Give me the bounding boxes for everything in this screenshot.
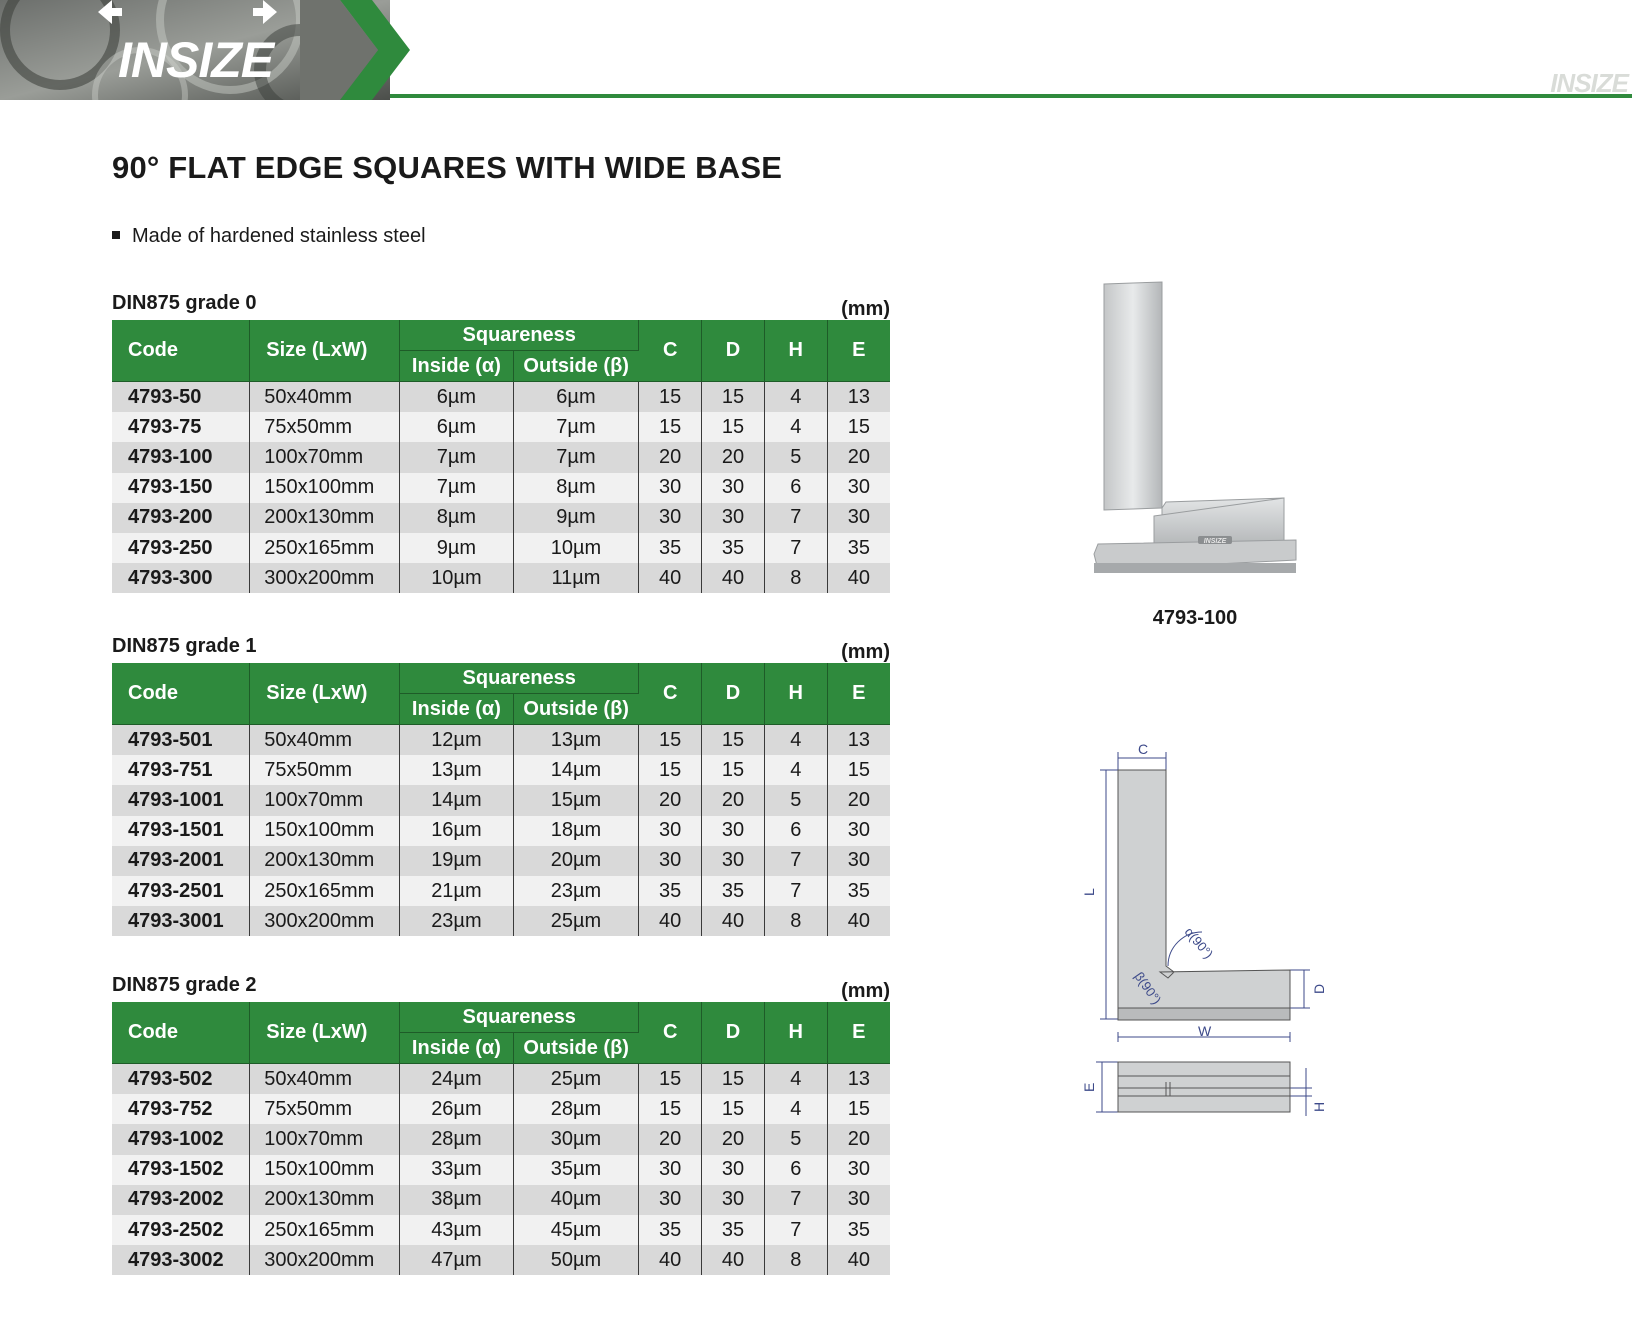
cell-h: 4 bbox=[764, 412, 827, 442]
cell-d: 30 bbox=[702, 846, 765, 876]
cell-size: 150x100mm bbox=[250, 473, 400, 503]
cell-outside: 11µm bbox=[513, 563, 639, 593]
header-squareness: Squareness bbox=[400, 320, 639, 351]
cell-outside: 18µm bbox=[513, 816, 639, 846]
cell-d: 15 bbox=[702, 1064, 765, 1095]
spec-table bbox=[112, 320, 890, 593]
cell-size: 150x100mm bbox=[250, 816, 400, 846]
cell-c: 30 bbox=[639, 1185, 702, 1215]
table-row bbox=[112, 876, 890, 906]
cell-c: 20 bbox=[639, 1124, 702, 1154]
cell-size: 200x130mm bbox=[250, 1185, 400, 1215]
dim-label-l: L bbox=[1081, 888, 1097, 896]
cell-c: 40 bbox=[639, 563, 702, 593]
cell-d: 30 bbox=[702, 1155, 765, 1185]
feature-text: Made of hardened stainless steel bbox=[132, 225, 426, 247]
feature-item bbox=[112, 225, 426, 248]
cell-h: 6 bbox=[764, 1155, 827, 1185]
spec-table bbox=[112, 1002, 890, 1275]
header-c: C bbox=[639, 320, 702, 382]
table-row bbox=[112, 725, 890, 756]
cell-h: 4 bbox=[764, 725, 827, 756]
cell-outside: 7µm bbox=[513, 412, 639, 442]
header-size: Size (LxW) bbox=[250, 663, 400, 725]
table-row bbox=[112, 382, 890, 413]
cell-c: 35 bbox=[639, 533, 702, 563]
cell-inside: 14µm bbox=[400, 785, 513, 815]
header-d: D bbox=[702, 320, 765, 382]
header-size: Size (LxW) bbox=[250, 1002, 400, 1064]
cell-e: 20 bbox=[827, 1124, 890, 1154]
cell-c: 30 bbox=[639, 816, 702, 846]
cell-h: 8 bbox=[764, 1245, 827, 1275]
table-row bbox=[112, 816, 890, 846]
table-row bbox=[112, 1155, 890, 1185]
cell-e: 13 bbox=[827, 382, 890, 413]
table-row bbox=[112, 1064, 890, 1095]
cell-inside: 43µm bbox=[400, 1215, 513, 1245]
cell-e: 20 bbox=[827, 442, 890, 472]
cell-d: 35 bbox=[702, 533, 765, 563]
grade-heading bbox=[112, 972, 890, 1002]
cell-code: 4793-1001 bbox=[112, 785, 250, 815]
cell-outside: 20µm bbox=[513, 846, 639, 876]
cell-code: 4793-300 bbox=[112, 563, 250, 593]
cell-c: 40 bbox=[639, 1245, 702, 1275]
cell-code: 4793-200 bbox=[112, 503, 250, 533]
cell-inside: 6µm bbox=[400, 382, 513, 413]
cell-h: 7 bbox=[764, 1215, 827, 1245]
header-inside: Inside (α) bbox=[400, 351, 513, 382]
cell-code: 4793-150 bbox=[112, 473, 250, 503]
cell-e: 40 bbox=[827, 1245, 890, 1275]
page-title: 90° FLAT EDGE SQUARES WITH WIDE BASE bbox=[112, 150, 783, 185]
cell-h: 4 bbox=[764, 755, 827, 785]
cell-d: 15 bbox=[702, 412, 765, 442]
cell-size: 50x40mm bbox=[250, 382, 400, 413]
cell-outside: 7µm bbox=[513, 442, 639, 472]
cell-e: 40 bbox=[827, 906, 890, 936]
cell-c: 35 bbox=[639, 876, 702, 906]
table-row bbox=[112, 785, 890, 815]
cell-h: 4 bbox=[764, 1094, 827, 1124]
cell-inside: 24µm bbox=[400, 1064, 513, 1095]
cell-size: 100x70mm bbox=[250, 1124, 400, 1154]
cell-h: 7 bbox=[764, 503, 827, 533]
cell-code: 4793-250 bbox=[112, 533, 250, 563]
cell-h: 6 bbox=[764, 473, 827, 503]
grade-unit: (mm) bbox=[841, 641, 890, 663]
cell-size: 200x130mm bbox=[250, 503, 400, 533]
header-banner bbox=[0, 0, 1632, 100]
cell-inside: 21µm bbox=[400, 876, 513, 906]
grade-table-block bbox=[112, 290, 890, 593]
cell-size: 250x165mm bbox=[250, 876, 400, 906]
cell-d: 15 bbox=[702, 755, 765, 785]
cell-size: 300x200mm bbox=[250, 563, 400, 593]
cell-inside: 33µm bbox=[400, 1155, 513, 1185]
cell-h: 6 bbox=[764, 816, 827, 846]
cell-d: 20 bbox=[702, 442, 765, 472]
logo-left-arrow-icon bbox=[98, 0, 122, 24]
photo-caption: 4793-100 bbox=[1152, 607, 1238, 629]
cell-inside: 7µm bbox=[400, 473, 513, 503]
cell-size: 75x50mm bbox=[250, 1094, 400, 1124]
header-inside: Inside (α) bbox=[400, 694, 513, 725]
cell-outside: 25µm bbox=[513, 1064, 639, 1095]
cell-c: 20 bbox=[639, 442, 702, 472]
cell-h: 8 bbox=[764, 563, 827, 593]
cell-inside: 28µm bbox=[400, 1124, 513, 1154]
cell-d: 30 bbox=[702, 1185, 765, 1215]
table-row bbox=[112, 473, 890, 503]
cell-code: 4793-2501 bbox=[112, 876, 250, 906]
cell-code: 4793-501 bbox=[112, 725, 250, 756]
table-row bbox=[112, 1245, 890, 1275]
cell-inside: 26µm bbox=[400, 1094, 513, 1124]
cell-c: 15 bbox=[639, 412, 702, 442]
cell-size: 100x70mm bbox=[250, 785, 400, 815]
header-code: Code bbox=[112, 1002, 250, 1064]
cell-code: 4793-3002 bbox=[112, 1245, 250, 1275]
cell-d: 40 bbox=[702, 906, 765, 936]
grade-name: DIN875 grade 2 bbox=[112, 974, 257, 996]
cell-h: 8 bbox=[764, 906, 827, 936]
cell-e: 15 bbox=[827, 412, 890, 442]
cell-inside: 38µm bbox=[400, 1185, 513, 1215]
cell-outside: 15µm bbox=[513, 785, 639, 815]
cell-c: 15 bbox=[639, 755, 702, 785]
cell-inside: 6µm bbox=[400, 412, 513, 442]
grade-name: DIN875 grade 1 bbox=[112, 635, 257, 657]
cell-size: 100x70mm bbox=[250, 442, 400, 472]
cell-h: 7 bbox=[764, 876, 827, 906]
brand-logo-small: INSIZE bbox=[1550, 68, 1628, 98]
header-outside: Outside (β) bbox=[513, 351, 639, 382]
cell-e: 13 bbox=[827, 725, 890, 756]
cell-inside: 16µm bbox=[400, 816, 513, 846]
cell-c: 30 bbox=[639, 846, 702, 876]
cell-code: 4793-2001 bbox=[112, 846, 250, 876]
table-row bbox=[112, 846, 890, 876]
cell-e: 15 bbox=[827, 1094, 890, 1124]
header-h: H bbox=[764, 320, 827, 382]
cell-d: 20 bbox=[702, 1124, 765, 1154]
cell-code: 4793-752 bbox=[112, 1094, 250, 1124]
cell-outside: 50µm bbox=[513, 1245, 639, 1275]
grade-unit: (mm) bbox=[841, 298, 890, 320]
grade-name: DIN875 grade 0 bbox=[112, 292, 257, 314]
cell-d: 15 bbox=[702, 382, 765, 413]
cell-e: 30 bbox=[827, 816, 890, 846]
cell-outside: 30µm bbox=[513, 1124, 639, 1154]
dim-label-d: D bbox=[1311, 983, 1327, 994]
table-row bbox=[112, 1215, 890, 1245]
header-inside: Inside (α) bbox=[400, 1033, 513, 1064]
cell-e: 35 bbox=[827, 876, 890, 906]
table-row bbox=[112, 1124, 890, 1154]
table-row bbox=[112, 503, 890, 533]
cell-e: 30 bbox=[827, 503, 890, 533]
cell-size: 200x130mm bbox=[250, 846, 400, 876]
cell-outside: 40µm bbox=[513, 1185, 639, 1215]
cell-c: 15 bbox=[639, 725, 702, 756]
cell-e: 13 bbox=[827, 1064, 890, 1095]
logo-right-arrow-icon bbox=[253, 0, 277, 24]
table-row bbox=[112, 755, 890, 785]
grade-table-block bbox=[112, 972, 890, 1275]
cell-code: 4793-1501 bbox=[112, 816, 250, 846]
cell-size: 50x40mm bbox=[250, 725, 400, 756]
header-h: H bbox=[764, 1002, 827, 1064]
dim-label-c: C bbox=[1138, 741, 1149, 757]
header-d: D bbox=[702, 663, 765, 725]
cell-d: 40 bbox=[702, 1245, 765, 1275]
cell-h: 5 bbox=[764, 785, 827, 815]
cell-inside: 47µm bbox=[400, 1245, 513, 1275]
cell-outside: 23µm bbox=[513, 876, 639, 906]
header-d: D bbox=[702, 1002, 765, 1064]
cell-inside: 13µm bbox=[400, 755, 513, 785]
grade-heading bbox=[112, 290, 890, 320]
cell-size: 250x165mm bbox=[250, 533, 400, 563]
table-row bbox=[112, 1094, 890, 1124]
table-row bbox=[112, 906, 890, 936]
header-code: Code bbox=[112, 320, 250, 382]
cell-d: 40 bbox=[702, 563, 765, 593]
dim-label-e: E bbox=[1081, 1082, 1097, 1092]
cell-outside: 25µm bbox=[513, 906, 639, 936]
cell-outside: 45µm bbox=[513, 1215, 639, 1245]
cell-c: 20 bbox=[639, 785, 702, 815]
cell-code: 4793-75 bbox=[112, 412, 250, 442]
cell-inside: 23µm bbox=[400, 906, 513, 936]
cell-h: 7 bbox=[764, 846, 827, 876]
cell-inside: 10µm bbox=[400, 563, 513, 593]
cell-d: 15 bbox=[702, 1094, 765, 1124]
technical-drawing bbox=[1080, 740, 1340, 1120]
dim-label-h: H bbox=[1311, 1101, 1327, 1112]
cell-inside: 9µm bbox=[400, 533, 513, 563]
cell-code: 4793-3001 bbox=[112, 906, 250, 936]
cell-h: 7 bbox=[764, 1185, 827, 1215]
cell-outside: 14µm bbox=[513, 755, 639, 785]
bullet-icon bbox=[112, 231, 120, 239]
cell-outside: 28µm bbox=[513, 1094, 639, 1124]
header-outside: Outside (β) bbox=[513, 694, 639, 725]
angle-label-alpha: α(90°) bbox=[1181, 924, 1217, 962]
cell-c: 30 bbox=[639, 473, 702, 503]
cell-outside: 9µm bbox=[513, 503, 639, 533]
table-row bbox=[112, 533, 890, 563]
cell-e: 35 bbox=[827, 533, 890, 563]
header-squareness: Squareness bbox=[400, 663, 639, 694]
header-e: E bbox=[827, 663, 890, 725]
header-c: C bbox=[639, 1002, 702, 1064]
header-e: E bbox=[827, 1002, 890, 1064]
cell-code: 4793-100 bbox=[112, 442, 250, 472]
header-outside: Outside (β) bbox=[513, 1033, 639, 1064]
cell-c: 30 bbox=[639, 1155, 702, 1185]
cell-code: 4793-1502 bbox=[112, 1155, 250, 1185]
cell-h: 4 bbox=[764, 382, 827, 413]
grade-heading bbox=[112, 633, 890, 663]
cell-e: 15 bbox=[827, 755, 890, 785]
cell-h: 5 bbox=[764, 1124, 827, 1154]
header-c: C bbox=[639, 663, 702, 725]
cell-d: 30 bbox=[702, 816, 765, 846]
cell-code: 4793-2002 bbox=[112, 1185, 250, 1215]
cell-size: 150x100mm bbox=[250, 1155, 400, 1185]
cell-code: 4793-1002 bbox=[112, 1124, 250, 1154]
header-e: E bbox=[827, 320, 890, 382]
cell-code: 4793-50 bbox=[112, 382, 250, 413]
cell-outside: 35µm bbox=[513, 1155, 639, 1185]
cell-inside: 8µm bbox=[400, 503, 513, 533]
cell-e: 35 bbox=[827, 1215, 890, 1245]
header-h: H bbox=[764, 663, 827, 725]
cell-outside: 10µm bbox=[513, 533, 639, 563]
product-photo bbox=[1088, 280, 1308, 600]
cell-outside: 13µm bbox=[513, 725, 639, 756]
cell-d: 30 bbox=[702, 473, 765, 503]
dim-label-w: W bbox=[1198, 1023, 1212, 1039]
table-row bbox=[112, 563, 890, 593]
cell-c: 30 bbox=[639, 503, 702, 533]
cell-e: 30 bbox=[827, 846, 890, 876]
cell-size: 300x200mm bbox=[250, 1245, 400, 1275]
cell-h: 7 bbox=[764, 533, 827, 563]
cell-size: 75x50mm bbox=[250, 412, 400, 442]
header-code: Code bbox=[112, 663, 250, 725]
cell-d: 15 bbox=[702, 725, 765, 756]
cell-inside: 19µm bbox=[400, 846, 513, 876]
cell-c: 15 bbox=[639, 1064, 702, 1095]
cell-e: 30 bbox=[827, 1185, 890, 1215]
table-row bbox=[112, 1185, 890, 1215]
cell-e: 40 bbox=[827, 563, 890, 593]
cell-d: 30 bbox=[702, 503, 765, 533]
cell-c: 35 bbox=[639, 1215, 702, 1245]
cell-d: 20 bbox=[702, 785, 765, 815]
cell-h: 4 bbox=[764, 1064, 827, 1095]
cell-c: 15 bbox=[639, 1094, 702, 1124]
grade-unit: (mm) bbox=[841, 980, 890, 1002]
cell-size: 75x50mm bbox=[250, 755, 400, 785]
cell-e: 30 bbox=[827, 1155, 890, 1185]
cell-size: 300x200mm bbox=[250, 906, 400, 936]
cell-size: 250x165mm bbox=[250, 1215, 400, 1245]
photo-logo-text: INSIZE bbox=[1203, 538, 1227, 545]
cell-outside: 8µm bbox=[513, 473, 639, 503]
cell-c: 15 bbox=[639, 382, 702, 413]
cell-size: 50x40mm bbox=[250, 1064, 400, 1095]
header-squareness: Squareness bbox=[400, 1002, 639, 1033]
spec-table bbox=[112, 663, 890, 936]
cell-code: 4793-751 bbox=[112, 755, 250, 785]
cell-inside: 12µm bbox=[400, 725, 513, 756]
cell-e: 30 bbox=[827, 473, 890, 503]
table-row bbox=[112, 412, 890, 442]
cell-code: 4793-2502 bbox=[112, 1215, 250, 1245]
header-size: Size (LxW) bbox=[250, 320, 400, 382]
table-row bbox=[112, 442, 890, 472]
brand-logo: INSIZE bbox=[118, 32, 274, 88]
cell-c: 40 bbox=[639, 906, 702, 936]
angle-label-beta: β(90°) bbox=[1131, 969, 1165, 1008]
grade-table-block bbox=[112, 633, 890, 936]
cell-code: 4793-502 bbox=[112, 1064, 250, 1095]
cell-inside: 7µm bbox=[400, 442, 513, 472]
cell-outside: 6µm bbox=[513, 382, 639, 413]
cell-e: 20 bbox=[827, 785, 890, 815]
cell-d: 35 bbox=[702, 876, 765, 906]
cell-d: 35 bbox=[702, 1215, 765, 1245]
cell-h: 5 bbox=[764, 442, 827, 472]
